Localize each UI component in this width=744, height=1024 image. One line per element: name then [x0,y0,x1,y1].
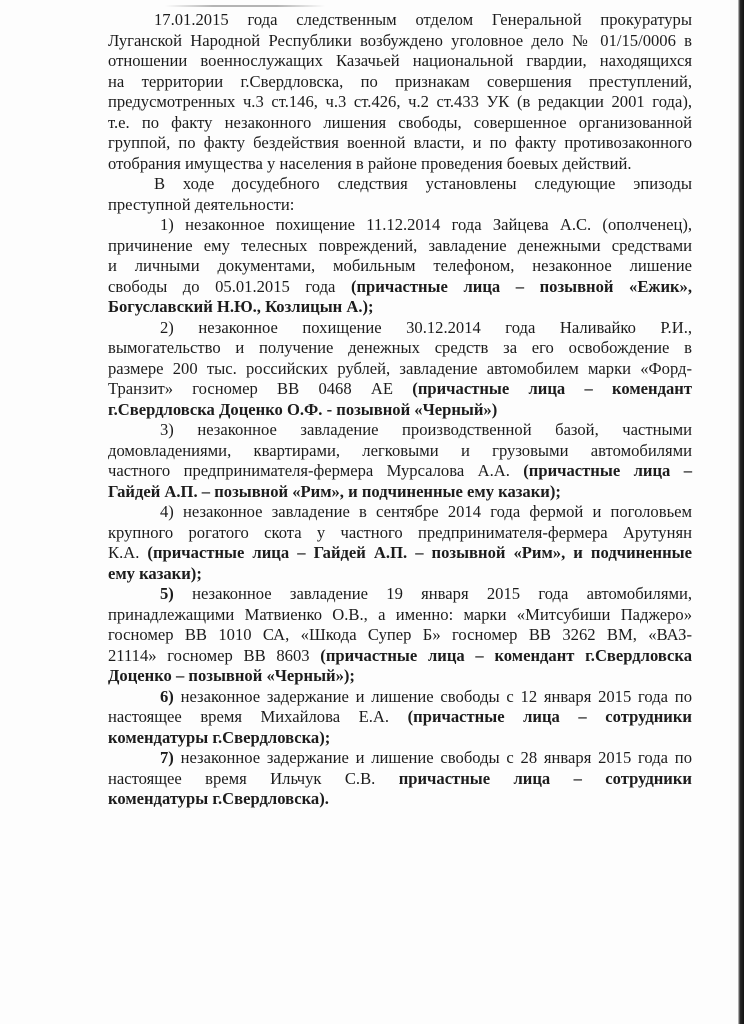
text-line: на территории г.Свердловска, по признакам совершения преступлений, [108,71,692,91]
involved-persons-text: (причастные лица – комендант г.Свердловска [320,645,692,665]
text-line [108,707,692,728]
text-line [108,277,692,298]
scan-edge [738,0,744,1024]
text-line [108,215,692,236]
episode-number: 1) [160,215,174,234]
episodes-list [108,215,692,810]
involved-persons-text: (причастные лица – Гайдей А.П. – позывной «Рим», и подчиненные [147,543,692,562]
text-line: группой, по факту бездействия военной власти, и по факту противозаконного [108,133,692,152]
involved-persons-text: г.Свердловска Доценко О.Ф. - позывной «Черный») [108,399,498,419]
episode-text: незаконное завладение 19 января 2015 года автомобилями, [192,584,692,603]
text-line [108,256,692,277]
text-line [108,789,692,810]
episode-text: Транзит» госномер ВВ 0468 АЕ [108,379,413,398]
episode-text: домовладениями, квартирами, легковыми и грузовыми автомобилями [108,440,692,460]
episode-text: крупного рогатого скота у частного предпринимателя-фермера Арутунян [108,522,692,542]
text-line: отношении военнослужащих Казачьей национальной гвардии, находящихся [108,51,692,70]
text-line [108,338,692,359]
text-line: 17.01.2015 года следственным отделом Генеральной прокуратуры [154,10,692,29]
episode-number: 7) [160,748,174,767]
episode-item [108,215,692,318]
scan-top-mark [165,5,325,7]
episode-item [108,318,692,421]
text-line: В ходе досудебного следствия установлены следующие эпизоды [154,174,692,193]
episode-text: вымогательство и получение денежных средств за его освобождение в [108,338,692,357]
episode-text: незаконное завладение в сентябре 2014 года фермой и поголовьем [183,502,693,521]
document-page [108,10,692,810]
episode-number: 5) [160,584,174,603]
episode-text: причинение ему телесных повреждений, завладение денежными средствами [108,235,692,255]
text-line [108,318,692,339]
episode-text: 21114» госномер ВВ 8603 [108,645,321,665]
intro-paragraph [108,10,692,174]
episode-text: незаконное задержание и лишение свободы с 12 января 2015 года по [180,686,692,706]
text-line [108,359,692,380]
episode-item [108,420,692,502]
episode-text: незаконное завладение производственной базой, частными [197,420,692,439]
episode-text: незаконное похищение 11.12.2014 года Зайцева А.С. (ополченец), [185,215,693,234]
episode-text: незаконное задержание и лишение свободы с 28 января 2015 года по [180,748,692,767]
involved-persons-text: комендатуры г.Свердловска); [108,727,331,747]
investigation-paragraph [108,174,692,215]
text-line [108,666,692,687]
text-line [108,461,692,482]
text-line [108,482,692,503]
involved-persons-text: ему казаки); [108,563,202,583]
text-line: т.е. по факту незаконного лишения свободы, совершенное организованной [108,112,692,132]
involved-persons-text: причастные лица – сотрудники [398,768,692,788]
episode-text: свободы до 05.01.2015 года [108,276,351,296]
text-line [108,564,692,585]
episode-text: настоящее время Михайлова Е.А. [108,707,408,726]
involved-persons-text: (причастные лица – комендант [412,379,692,398]
episode-text: незаконное похищение 30.12.2014 года Наливайко Р.И., [198,317,692,337]
involved-persons-text: (причастные лица – позывной «Ежик», [350,276,693,296]
involved-persons-text: комендатуры г.Свердловска). [108,789,329,808]
text-line [108,748,692,769]
text-line [108,236,692,257]
episode-item [108,502,692,584]
episode-text: настоящее время Ильчук С.В. [108,768,399,788]
episode-text: частного предпринимателя-фермера Мурсалова А.А. [108,461,524,480]
text-line: отобрания имущества у населения в районе проведения боевых действий. [108,153,632,173]
text-line [108,687,692,708]
text-line: преступной деятельности: [108,194,295,214]
episode-text: К.А. [108,543,148,562]
text-line [108,625,692,646]
text-line [108,646,692,667]
text-line [108,543,692,564]
text-line [108,441,692,462]
text-line: Луганской Народной Республики возбуждено уголовное дело № 01/15/0006 в [108,30,692,50]
text-line [108,769,692,790]
episode-item [108,687,692,749]
text-line [108,605,692,626]
episode-item [108,584,692,687]
episode-item [108,748,692,810]
episode-text: госномер ВВ 1010 СА, «Шкода Супер Б» госномер ВВ 3262 ВМ, «ВАЗ- [108,625,692,644]
episode-text: и личными документами, мобильным телефоном, незаконное лишение [108,256,692,275]
text-line [108,728,692,749]
involved-persons-text: Гайдей А.П. – позывной «Рим», и подчиненные ему казаки); [108,481,561,501]
involved-persons-text: Богуславский Н.Ю., Козлицын А.); [108,297,374,316]
text-line [108,420,692,441]
involved-persons-text: Доценко – позывной «Черный»); [108,666,355,685]
episode-number: 3) [160,420,174,439]
episode-number: 2) [160,317,174,337]
text-line [108,502,692,523]
text-line [108,400,692,421]
episode-number: 6) [160,686,174,706]
episode-text: принадлежащими Матвиенко О.В., а именно: марки «Митсубиши Паджеро» [108,604,692,624]
involved-persons-text: (причастные лица – сотрудники [407,707,692,726]
text-line [108,297,692,318]
text-line [108,523,692,544]
text-line [108,379,692,400]
episode-text: размере 200 тыс. российских рублей, завладение автомобилем марки «Форд- [108,358,692,378]
text-line [108,584,692,605]
episode-number: 4) [160,502,174,521]
text-line: предусмотренных ч.3 ст.146, ч.3 ст.426, ч.2 ст.433 УК (в редакции 2001 года), [108,92,692,111]
involved-persons-text: (причастные лица – [523,461,692,480]
